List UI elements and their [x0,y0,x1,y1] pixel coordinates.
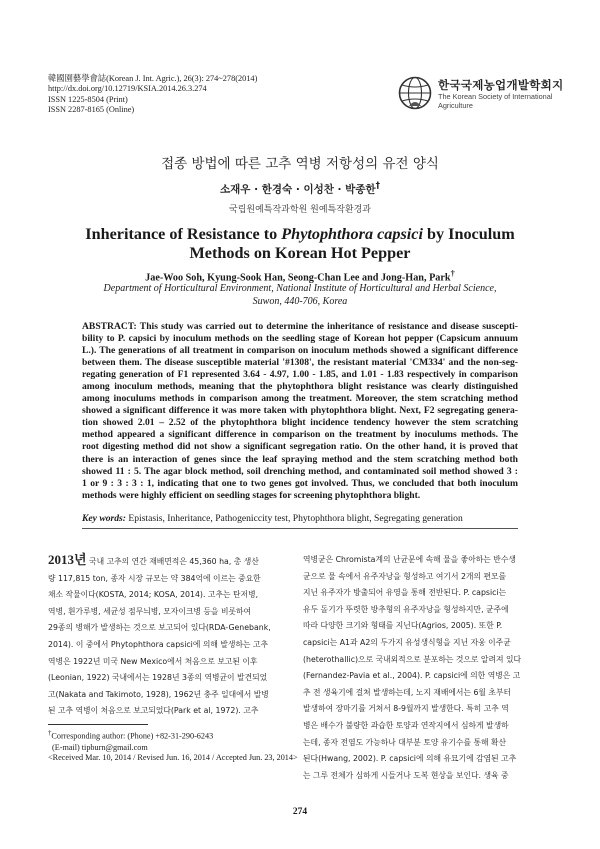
society-logo [398,76,568,116]
footnote-mark: † [48,730,52,737]
abstract-line: among inoculum methods, meaning that the phytophthora blight resistance was clearly distinguished [82,381,518,393]
journal-issn-print: ISSN 1225-8504 (Print) [48,94,128,104]
affiliation-korean: 국립원예특작과학원 원예특작환경과 [229,205,371,215]
corresponding-mark: † [375,181,380,191]
journal-citation: 韓國園藝學會誌(Korean J. Int. Agric.), 26(3): 274~278(2014) [48,74,258,83]
abstract-line: tion showed 2.01 – 2.52 of the phytophthora blight incidence tendency however the stem scratching [82,417,518,429]
abstract-line: showed 11 : 5. The agar block method, soil drenching method, and contaminated soil method showed 3 : [82,465,518,477]
authors-english [0,268,600,283]
journal-header [48,74,257,116]
authors-english-names: Jae-Woo Soh, Kyung-Sook Han, Seong-Chan Lee and Jong-Han, Park [145,272,451,284]
title-korean: 접종 방법에 따른 고추 역병 저항성의 유전 양식 [161,156,439,172]
authors-korean [0,181,600,197]
affiliation-english-line: Department of Horticultural Environment, National Institute of Horticultural and Herbal Science, [103,283,497,294]
abstract-line: bility to P. capsici by inoculum methods on the seedling stage of Korean hot pepper (Capsicum annuum [82,333,518,345]
abstract-line: between them. The disease susceptible material '#1308', the resistant material 'CM334' and the non-seg- [82,357,518,369]
body-line: 따라 다양한 크기와 형태를 지닌다(Agrios, 2005). 또한 P. [303,621,503,631]
body-line: 균으로 물 속에서 유주자낭을 형성하고 여기서 2개의 편모를 [303,571,507,581]
body-line: 발생하여 장마기를 거쳐서 8-9월까지 발생한다. 특히 고추 역 [303,704,509,714]
title-english-pre: Inheritance of Resistance to [85,225,282,243]
body-line: 된 고추 역병이 처음으로 보고되었다(Park et al, 1972). 고추 [48,706,259,716]
society-name-ko: 한국국제농업개발학회지 [438,78,564,92]
title-english-species: Phytophthora capsici [281,225,423,243]
title-english-post: by Inoculum Methods on Korean Hot Pepper [189,225,515,262]
affiliation-english-line: Suwon, 440-706, Korea [252,295,348,307]
abstract-line: methods were highly efficient on seedling stages for screening phytophthora blight. [82,489,421,501]
abstract-line: ABSTRACT: This study was carried out to determine the inheritance of resistance and disease suscepti- [82,321,518,332]
body-line: 병은 배수가 불량한 과습한 토양과 연작지에서 심하게 발생하 [303,720,509,730]
body-year: 2013년 [48,552,87,567]
body-line: 역병은 1922년 미국 New Mexico에서 처음으로 보고된 이후 [48,656,258,666]
footnote-phone: Corresponding author: (Phone) +82-31-290-6243 [51,731,214,741]
abstract-divider [82,528,518,529]
body-line: 는데, 종자 전염도 가능하나 대부분 토양 유기수를 통해 확산 [303,737,507,747]
society-emblem-icon [398,76,432,110]
body-line: 된다(Hwang, 2002). P. capsici에 의해 유묘기에 감염된 고추 [303,754,517,764]
body-line: 29종의 병해가 발생하는 것으로 보고되어 있다(RDA-Genebank, [48,623,271,633]
society-name-en: The Korean Society of International Agriculture [438,92,553,110]
body-line: 역병균은 Chromista계의 난균문에 속해 물을 좋아하는 반수생 [303,555,516,564]
body-line-first [48,552,297,571]
body-line: 역병, 흰가루병, 세균성 점무늬병, 모자이크병 등을 비롯하여 [48,606,252,616]
body-line: 는 그루 전체가 심하게 시들거나 도복 현상을 보인다. 생육 중 [303,770,509,780]
body-line: 지닌 유주자가 방출되어 유영을 통해 전반된다. P. capsici는 [303,588,507,598]
footnote-divider [48,724,148,725]
authors-korean-names: 소재우 · 한경숙 · 이성찬 · 박종한 [220,183,376,196]
body-line: 고(Nakata and Takimoto, 1928), 1962년 충주 일대에서 발병 [48,689,269,699]
footnote-dates: <Received Mar. 10, 2014 / Revised Jun. 16, 2014 / Accepted Jun. 23, 2014> [48,753,298,763]
corresponding-mark-en: † [450,268,455,278]
body-line: 추 전 생육기에 걸쳐 발생하는데, 노지 재배에서는 6월 초부터 [303,687,512,697]
footnote-corresponding [48,729,308,743]
abstract-line: root digesting method did not show a significant segregation ratio. On the other hand, it is proved that [82,441,518,453]
journal-doi[interactable]: http://dx.doi.org/10.12719/KSIA.2014.26.3.274 [48,84,207,94]
page-number: 274 [292,807,308,817]
body-line: 채소 작물이다(KOSTA, 2014; KOSA, 2014). 고추는 탄저병, [48,590,259,600]
body-line: 2014). 이 중에서 Phytophthora capsici에 의해 발생하는 고추 [48,639,269,649]
body-first-text: 국내 고추의 연간 재배면적은 45,360 ha, 총 생산 [86,557,259,566]
body-right-column [303,552,552,784]
body-line: capsici는 A1과 A2의 두가지 유성생식형을 지닌 자웅 이주균 [303,637,511,647]
abstract-line: there is an interaction of genes since the leaf spraying method and the stem scratching method both [82,453,518,465]
journal-issn-online: ISSN 2287-8165 (Online) [48,105,135,115]
body-left-column [48,552,297,720]
body-line: 량 117,815 ton, 종자 시장 규모는 약 384억에 이르는 중요한 [48,573,261,583]
footnote [48,729,308,764]
abstract-line: method appeared a significant difference in comparison on the treatment by inoculums methods. The [82,429,518,441]
keywords-text: Epistasis, Inheritance, Pathogeniccity test, Phytophthora blight, Segregating generation [128,513,463,524]
body-line: (heterothallic)으로 국내외적으로 분포하는 것으로 알려져 있다 [303,654,522,664]
abstract-line: showed a significant difference it was more taken with phytophthora blight. Next, F2 segregating genera- [82,405,518,417]
abstract [82,321,518,502]
abstract-line: L.). The generations of all treatment in comparison on inoculum methods showed a significant difference [82,345,518,357]
abstract-line: 1 or 9 : 3 : 3 : 1, indicating that one to two genes got involved. Thus, we concluded that both inoculum [82,477,518,489]
keywords-label: Key words: [82,513,126,524]
body-line: (Leonian, 1922) 국내에서는 1928년 3종의 역병균이 발견되었 [48,673,268,683]
affiliation-english [50,283,550,308]
footnote-email[interactable]: (E-mail) tipburn@gmail.com [52,742,148,752]
keywords [82,513,518,525]
title-english [60,225,540,262]
abstract-line: among inoculums methods in comparison among the treatment. Moreover, the stem scratching method [82,393,518,405]
body-line: 유두 돌기가 뚜렷한 방추형의 유주자낭을 형성하지만, 균주에 [303,604,509,614]
body-line: (Fernandez-Pavia et al., 2004). P. capsici에 의한 역병은 고 [303,671,521,681]
abstract-line: regating generation of F1 represented 3.64 - 4.97, 1.00 - 1.85, and 1.01 - 1.83 respectively in comparison [82,369,518,381]
